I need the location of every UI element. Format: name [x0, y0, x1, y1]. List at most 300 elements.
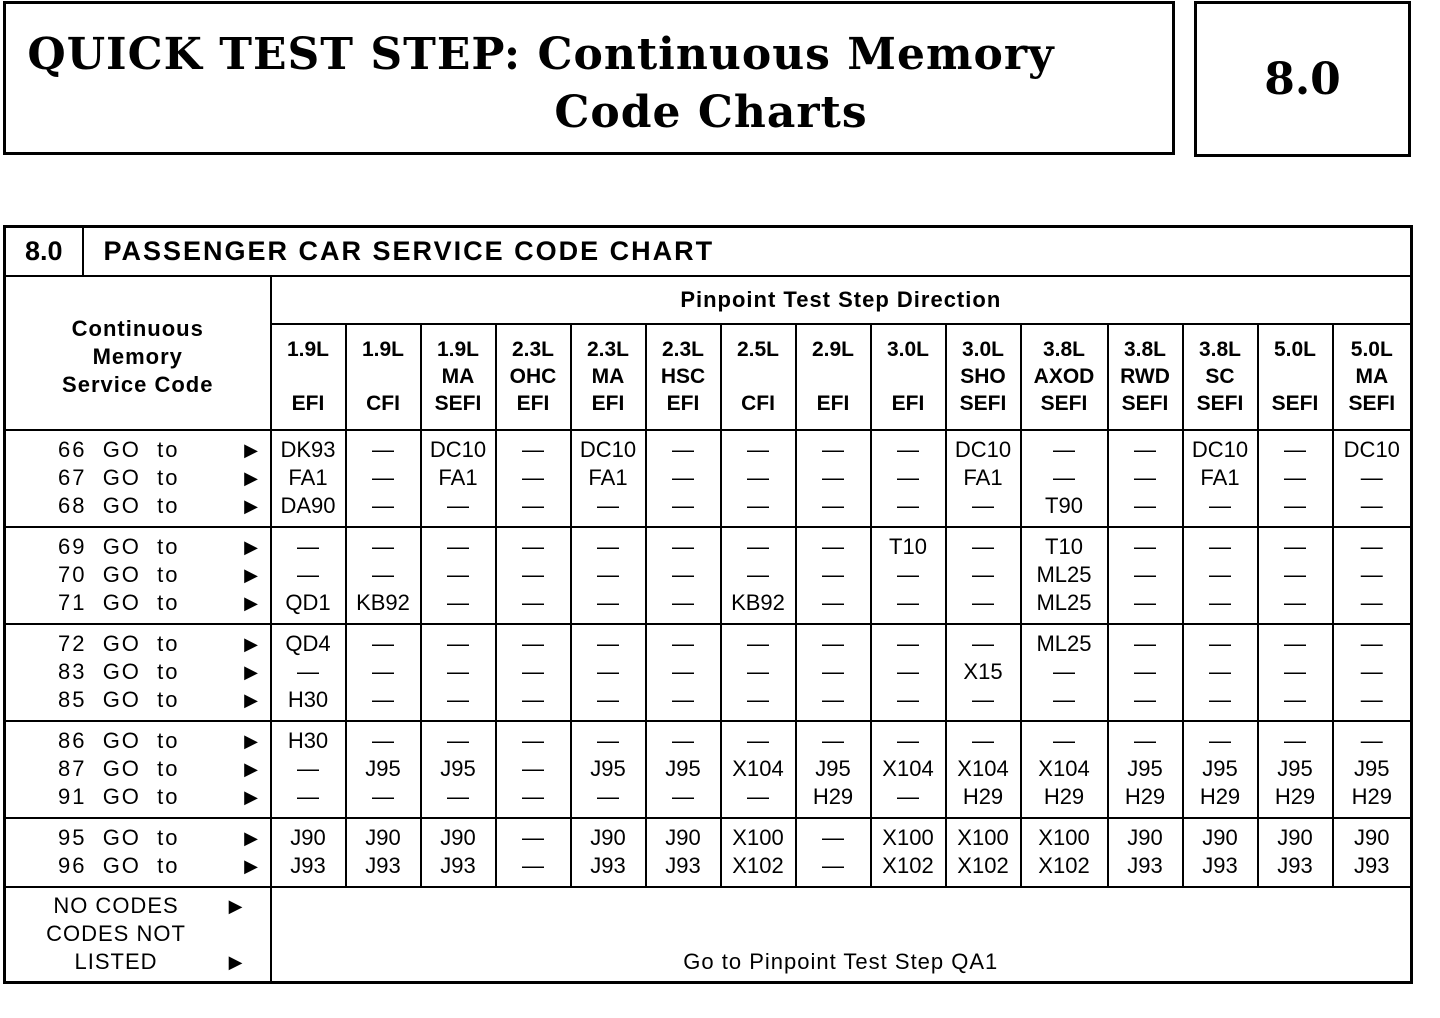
service-code-line — [6, 589, 270, 617]
arrow-right-icon: ▶ — [244, 536, 260, 557]
engine-header-line: MA — [591, 365, 625, 388]
arrow-right-icon: ▶ — [244, 827, 260, 848]
step-direction-cell — [946, 430, 1021, 527]
step-direction-value: — — [897, 631, 919, 656]
step-direction-value: — — [897, 659, 919, 684]
step-direction-cell — [571, 818, 646, 887]
step-direction-value: J90 — [440, 825, 476, 850]
engine-header-line: RWD — [1120, 365, 1170, 388]
step-direction-value: — — [522, 534, 544, 559]
page-title-line1: QUICK TEST STEP: Continuous Memory — [27, 29, 1055, 80]
step-direction-value: H29 — [1199, 784, 1241, 809]
step-direction-value: — — [597, 534, 619, 559]
page-title — [6, 26, 1076, 142]
step-direction-value: X104 — [957, 756, 1009, 781]
table-row — [5, 624, 1412, 721]
engine-header-line: EFI — [591, 392, 625, 415]
step-direction-value: KB92 — [356, 590, 410, 615]
engine-header-line: 5.0L — [1273, 338, 1317, 361]
step-direction-value: — — [747, 784, 769, 809]
step-direction-value: — — [1284, 728, 1306, 753]
step-direction-value: — — [1053, 465, 1075, 490]
step-direction-value: — — [447, 631, 469, 656]
step-direction-value: — — [297, 659, 319, 684]
service-code-label: 72 GO to — [58, 631, 180, 656]
step-direction-value: — — [1360, 728, 1383, 753]
step-direction-value: DC10 — [1343, 437, 1400, 462]
arrow-right-icon: ▶ — [244, 758, 260, 779]
step-direction-value: J93 — [440, 853, 476, 878]
step-direction-value: — — [672, 631, 694, 656]
step-direction-cell — [946, 721, 1021, 818]
step-number-box — [1194, 1, 1411, 157]
step-direction-cell — [271, 527, 346, 624]
engine-header — [496, 324, 571, 430]
step-direction-value: — — [972, 534, 994, 559]
service-code-label: 71 GO to — [58, 590, 180, 615]
step-direction-value: — — [1134, 437, 1156, 462]
step-direction-cell — [1021, 818, 1108, 887]
step-direction-value: J90 — [290, 825, 326, 850]
step-direction-value: X104 — [882, 756, 934, 781]
step-direction-value: — — [372, 659, 394, 684]
service-code-line — [6, 852, 270, 880]
step-direction-value: H30 — [287, 687, 329, 712]
step-direction-value: — — [672, 659, 694, 684]
step-direction-value: — — [372, 562, 394, 587]
step-direction-value: X100 — [1038, 825, 1090, 850]
arrow-right-icon: ▶ — [228, 952, 244, 973]
engine-header-line: 2.3L — [661, 338, 705, 361]
step-direction-value: — — [1134, 590, 1156, 615]
step-direction-value: — — [1209, 534, 1231, 559]
step-direction-value: — — [297, 562, 319, 587]
step-direction-value: — — [897, 728, 919, 753]
engine-header-line: 1.9L — [286, 338, 330, 361]
engine-header-line: 3.8L — [1042, 338, 1086, 361]
step-direction-value: — — [1360, 562, 1383, 587]
step-direction-cell — [796, 624, 871, 721]
engine-header-line: SEFI — [1196, 392, 1244, 415]
step-direction-value: J93 — [590, 853, 626, 878]
service-code-label: 66 GO to — [58, 437, 180, 462]
step-direction-cell — [421, 721, 496, 818]
arrow-right-icon: ▶ — [244, 661, 260, 682]
step-direction-cell — [496, 430, 571, 527]
arrow-right-icon: ▶ — [244, 855, 260, 876]
engine-header-line: 2.3L — [586, 338, 630, 361]
engine-header-line: 2.9L — [811, 338, 855, 361]
service-code-line — [6, 492, 270, 520]
step-direction-value: — — [672, 728, 694, 753]
step-direction-value: — — [1134, 631, 1156, 656]
step-direction-value: — — [522, 562, 544, 587]
step-direction-cell — [1108, 818, 1183, 887]
engine-header-line: MA — [441, 365, 475, 388]
engine-header-line — [272, 363, 345, 390]
step-direction-cell — [1183, 818, 1258, 887]
step-direction-cell — [571, 430, 646, 527]
step-direction-value: — — [522, 659, 544, 684]
step-direction-value: — — [897, 465, 919, 490]
engine-header-line: 5.0L — [1350, 338, 1393, 361]
step-direction-value: — — [372, 631, 394, 656]
service-code-header — [5, 276, 271, 430]
step-direction-cell — [1183, 721, 1258, 818]
engine-header-line: 2.5L — [736, 338, 780, 361]
step-direction-cell — [271, 624, 346, 721]
step-direction-value: FA1 — [963, 465, 1003, 490]
step-direction-value: — — [972, 687, 994, 712]
step-direction-value: — — [522, 853, 544, 878]
no-codes-row — [5, 887, 1412, 983]
step-direction-value: — — [522, 784, 544, 809]
step-direction-value: — — [1209, 687, 1231, 712]
step-direction-value: — — [672, 687, 694, 712]
step-direction-value: — — [597, 728, 619, 753]
engine-header-line: HSC — [660, 365, 706, 388]
step-direction-value: — — [1284, 659, 1306, 684]
step-direction-value: — — [672, 437, 694, 462]
step-direction-value: — — [447, 562, 469, 587]
step-direction-value: J95 — [1354, 756, 1390, 781]
step-direction-cell — [646, 624, 721, 721]
step-direction-value: X100 — [957, 825, 1009, 850]
step-direction-cell — [1258, 430, 1333, 527]
no-codes-label: NO CODES — [53, 893, 179, 919]
step-direction-value: — — [1134, 465, 1156, 490]
step-direction-value: — — [1360, 687, 1383, 712]
step-direction-cell — [1333, 430, 1412, 527]
step-direction-value: — — [1360, 659, 1383, 684]
no-codes-line — [6, 892, 270, 920]
step-direction-value: — — [672, 784, 694, 809]
step-direction-cell — [346, 624, 421, 721]
step-direction-value: — — [522, 756, 544, 781]
step-direction-value: — — [1134, 562, 1156, 587]
step-direction-value: — — [1209, 728, 1231, 753]
step-direction-value: FA1 — [288, 465, 328, 490]
step-direction-cell — [1258, 818, 1333, 887]
engine-header — [646, 324, 721, 430]
arrow-right-icon: ▶ — [244, 786, 260, 807]
step-direction-value: QD4 — [285, 631, 331, 656]
service-code-line — [6, 464, 270, 492]
step-direction-value: — — [1284, 687, 1306, 712]
engine-header-line: CFI — [366, 392, 400, 415]
step-direction-cell — [496, 721, 571, 818]
no-codes-line — [6, 920, 270, 948]
step-direction-value: — — [822, 728, 844, 753]
engine-header-line: 2.3L — [511, 338, 555, 361]
step-direction-value: — — [372, 687, 394, 712]
step-direction-value: — — [372, 728, 394, 753]
step-direction-value: — — [1360, 493, 1383, 518]
step-direction-value: — — [297, 784, 319, 809]
engine-header — [571, 324, 646, 430]
step-direction-value: — — [1360, 534, 1383, 559]
step-direction-cell — [421, 624, 496, 721]
service-code-header-line: Service Code — [62, 371, 214, 397]
step-direction-cell — [1108, 430, 1183, 527]
engine-header — [796, 324, 871, 430]
table-row — [5, 527, 1412, 624]
step-direction-value: — — [972, 562, 994, 587]
service-code-cell — [5, 430, 271, 527]
step-direction-value: — — [522, 590, 544, 615]
section-number: 8.0 — [5, 227, 83, 276]
step-direction-value: J90 — [365, 825, 401, 850]
step-direction-value: — — [1209, 590, 1231, 615]
arrow-right-icon: ▶ — [244, 689, 260, 710]
service-code-line — [6, 436, 270, 464]
engine-header-line: EFI — [816, 392, 850, 415]
step-direction-value: — — [297, 534, 319, 559]
engine-header — [1108, 324, 1183, 430]
step-direction-value: DC10 — [954, 437, 1012, 462]
engine-header-line: 3.8L — [1198, 338, 1242, 361]
step-direction-cell — [346, 721, 421, 818]
engine-header-line: SEFI — [959, 392, 1007, 415]
step-direction-value: — — [822, 493, 844, 518]
step-direction-value: — — [447, 590, 469, 615]
step-direction-cell — [1333, 624, 1412, 721]
step-direction-value: J95 — [590, 756, 626, 781]
step-direction-value: — — [447, 728, 469, 753]
arrow-right-icon: ▶ — [244, 730, 260, 751]
service-code-cell — [5, 527, 271, 624]
step-direction-cell — [346, 818, 421, 887]
step-direction-cell — [1183, 527, 1258, 624]
step-direction-value: — — [447, 784, 469, 809]
step-direction-value: J95 — [365, 756, 401, 781]
step-direction-cell — [346, 430, 421, 527]
step-direction-value: J90 — [1202, 825, 1238, 850]
step-direction-value: — — [747, 631, 769, 656]
step-direction-value: — — [747, 437, 769, 462]
engine-header-line: 3.0L — [961, 338, 1005, 361]
step-direction-cell — [1258, 721, 1333, 818]
service-code-line — [6, 686, 270, 714]
step-direction-value: — — [1209, 659, 1231, 684]
step-direction-value: — — [897, 687, 919, 712]
step-direction-value: — — [972, 493, 994, 518]
service-code-line — [6, 824, 270, 852]
step-direction-value: DA90 — [280, 493, 336, 518]
engine-header-line: 1.9L — [436, 338, 480, 361]
step-direction-value: H29 — [812, 784, 854, 809]
step-direction-cell — [496, 527, 571, 624]
step-direction-cell — [796, 721, 871, 818]
step-direction-value: — — [1209, 562, 1231, 587]
step-direction-cell — [646, 430, 721, 527]
step-direction-value: — — [897, 437, 919, 462]
step-direction-value: — — [672, 493, 694, 518]
step-direction-value: — — [1284, 631, 1306, 656]
step-direction-value: FA1 — [1200, 465, 1240, 490]
step-direction-cell — [1021, 721, 1108, 818]
step-direction-cell — [571, 527, 646, 624]
arrow-right-icon: ▶ — [244, 439, 260, 460]
step-direction-value: — — [447, 534, 469, 559]
service-code-header-line: Memory — [92, 343, 183, 369]
step-direction-value: — — [372, 784, 394, 809]
arrow-right-icon: ▶ — [244, 495, 260, 516]
step-direction-value: — — [597, 631, 619, 656]
step-direction-value: — — [897, 590, 919, 615]
service-code-label: 68 GO to — [58, 493, 180, 518]
step-direction-cell — [421, 818, 496, 887]
service-code-label: 70 GO to — [58, 562, 180, 587]
step-direction-value: — — [1209, 493, 1231, 518]
step-direction-value: — — [822, 631, 844, 656]
step-direction-cell — [1258, 527, 1333, 624]
step-direction-value: X100 — [732, 825, 784, 850]
service-code-line — [6, 658, 270, 686]
engine-header — [421, 324, 496, 430]
service-code-label: 96 GO to — [58, 853, 180, 878]
step-direction-cell — [1021, 527, 1108, 624]
step-direction-cell — [946, 527, 1021, 624]
step-direction-cell — [1333, 527, 1412, 624]
step-direction-value: — — [1360, 465, 1383, 490]
engine-header-line: 3.0L — [886, 338, 930, 361]
arrow-right-icon: ▶ — [228, 896, 244, 917]
step-direction-value: — — [447, 687, 469, 712]
step-direction-cell — [646, 527, 721, 624]
engine-header-line: AXOD — [1033, 365, 1095, 388]
step-direction-value: — — [297, 756, 319, 781]
step-direction-value: — — [597, 784, 619, 809]
step-direction-value: — — [522, 493, 544, 518]
service-code-cell — [5, 721, 271, 818]
step-direction-value: — — [822, 659, 844, 684]
step-direction-value: — — [522, 687, 544, 712]
step-direction-value: — — [972, 631, 994, 656]
service-code-label: 67 GO to — [58, 465, 180, 490]
step-direction-value: DC10 — [1191, 437, 1249, 462]
step-direction-value: — — [1053, 728, 1075, 753]
step-direction-value: — — [747, 562, 769, 587]
step-direction-value: — — [1284, 437, 1306, 462]
step-direction-value: — — [1284, 465, 1306, 490]
step-direction-value: — — [747, 687, 769, 712]
step-direction-cell — [271, 430, 346, 527]
pinpoint-header: Pinpoint Test Step Direction — [271, 276, 1412, 324]
step-direction-value: — — [747, 534, 769, 559]
step-direction-value: FA1 — [438, 465, 478, 490]
step-direction-value: J90 — [1127, 825, 1163, 850]
arrow-right-icon: ▶ — [244, 592, 260, 613]
engine-header-line: EFI — [291, 392, 325, 415]
step-direction-value: — — [1284, 534, 1306, 559]
step-direction-value: — — [822, 825, 844, 850]
step-number: 8.0 — [1264, 53, 1341, 105]
step-direction-value: — — [597, 687, 619, 712]
step-direction-value: FA1 — [588, 465, 628, 490]
step-direction-value: J95 — [1127, 756, 1163, 781]
service-code-cell — [5, 818, 271, 887]
step-direction-cell — [1021, 430, 1108, 527]
step-direction-value: — — [747, 493, 769, 518]
step-direction-cell — [796, 430, 871, 527]
step-direction-value: — — [897, 562, 919, 587]
engine-header — [271, 324, 346, 430]
step-direction-value: — — [1360, 631, 1383, 656]
step-direction-value: — — [447, 493, 469, 518]
step-direction-cell — [421, 527, 496, 624]
step-direction-value: — — [372, 493, 394, 518]
step-direction-cell — [721, 624, 796, 721]
service-code-label: 83 GO to — [58, 659, 180, 684]
step-direction-cell — [571, 721, 646, 818]
engine-header — [1333, 324, 1412, 430]
step-direction-value: — — [372, 534, 394, 559]
step-direction-value: T90 — [1045, 493, 1083, 518]
service-code-label: 87 GO to — [58, 756, 180, 781]
step-direction-value: DC10 — [429, 437, 487, 462]
step-direction-value: T10 — [889, 534, 927, 559]
step-direction-cell — [496, 624, 571, 721]
engine-header-line — [347, 363, 420, 390]
table-row — [5, 430, 1412, 527]
step-direction-value: — — [822, 590, 844, 615]
step-direction-value: H29 — [1351, 784, 1392, 809]
step-direction-value: J93 — [1127, 853, 1163, 878]
step-direction-value: J93 — [1277, 853, 1313, 878]
step-direction-cell — [721, 721, 796, 818]
step-direction-value: J95 — [815, 756, 851, 781]
no-codes-line — [6, 948, 270, 976]
step-direction-cell — [646, 721, 721, 818]
engine-header-line — [872, 363, 945, 390]
no-codes-cell — [5, 887, 271, 983]
title-box — [3, 1, 1175, 155]
step-direction-value: — — [822, 853, 844, 878]
step-direction-value: J90 — [1277, 825, 1313, 850]
step-direction-cell — [1258, 624, 1333, 721]
service-code-line — [6, 630, 270, 658]
table-row — [5, 721, 1412, 818]
step-direction-value: — — [822, 562, 844, 587]
arrow-right-icon: ▶ — [244, 564, 260, 585]
service-code-line — [6, 755, 270, 783]
engine-header-line: EFI — [516, 392, 550, 415]
step-direction-cell — [271, 818, 346, 887]
step-direction-value: — — [1134, 493, 1156, 518]
step-direction-value: — — [1209, 631, 1231, 656]
step-direction-cell — [871, 430, 946, 527]
step-direction-value: ML25 — [1036, 562, 1092, 587]
step-direction-cell — [946, 818, 1021, 887]
engine-header — [1258, 324, 1333, 430]
step-direction-cell — [1183, 430, 1258, 527]
step-direction-value: — — [372, 465, 394, 490]
step-direction-value: J90 — [590, 825, 626, 850]
engine-header — [346, 324, 421, 430]
step-direction-cell — [871, 721, 946, 818]
service-code-line — [6, 783, 270, 811]
step-direction-cell — [271, 721, 346, 818]
step-direction-value: H29 — [1124, 784, 1166, 809]
engine-header-line: SEFI — [1040, 392, 1088, 415]
step-direction-value: — — [897, 784, 919, 809]
step-direction-cell — [721, 527, 796, 624]
section-title: PASSENGER CAR SERVICE CODE CHART — [83, 227, 1412, 276]
engine-header-line: OHC — [509, 365, 557, 388]
step-direction-value: — — [672, 590, 694, 615]
step-direction-value: X104 — [1038, 756, 1090, 781]
